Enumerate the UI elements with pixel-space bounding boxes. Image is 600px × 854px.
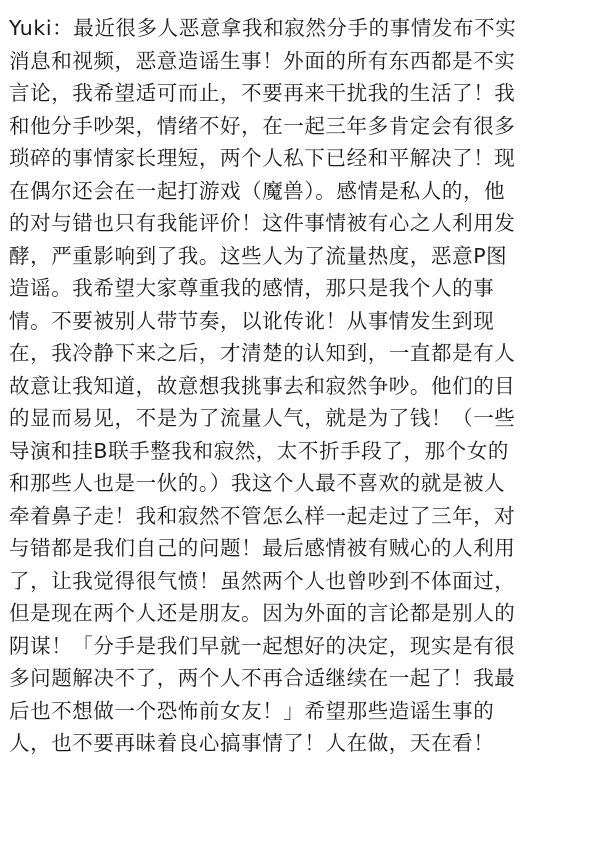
post-text-line: 后也不想做一个恐怖前女友！」希望那些造谣生事的: [9, 698, 495, 723]
post-text-line: Yuki：最近很多人恶意拿我和寂然分手的事情发布不实: [9, 16, 517, 40]
post-text-line: 了，让我觉得很气愤！虽然两个人也曾吵到不体面过，: [9, 568, 516, 593]
post-text-line: 酵，严重影响到了我。这些人为了流量热度，恶意P图: [9, 243, 508, 268]
post-text-line: 在，我冷静下来之后，才清楚的认知到，一直都是有人: [9, 341, 516, 365]
post-text-line: 消息和视频，恶意造谣生事！外面的所有东西都是不实: [9, 48, 516, 73]
post-text-line: 导演和挂B联手整我和寂然，太不折手段了，那个女的: [9, 438, 509, 463]
post-text-line: 阴谋！「分手是我们早就一起想好的决定，现实是有很: [9, 633, 516, 658]
post-text-line: 牵着鼻子走！我和寂然不管怎么样一起走过了三年，对: [9, 503, 516, 528]
post-text-line: 情。不要被别人带节奏，以讹传讹！从事情发生到现: [9, 308, 495, 333]
post-text-line: 言论，我希望适可而止，不要再来干扰我的生活了！我: [9, 81, 516, 105]
post-text-line: 造谣。我希望大家尊重我的感情，那只是我个人的事: [9, 276, 495, 300]
post-text-line: 人，也不要再昧着良心搞事情了！人在做，天在看！: [9, 731, 495, 755]
post-text-line: 在偶尔还会在一起打游戏（魔兽）。感情是私人的，他: [9, 178, 506, 203]
post-text-line: 的对与错也只有我能评价！这件事情被有心之人利用发: [9, 211, 516, 235]
post-text-line: 的显而易见，不是为了流量人气，就是为了钱！（一些: [9, 406, 516, 430]
post-text-line: 故意让我知道，故意想我挑事去和寂然争吵。他们的目: [9, 373, 516, 398]
post-text-line: 琐碎的事情家长理短，两个人私下已经和平解决了！现: [9, 146, 516, 170]
post-text-block: [9, 12, 595, 760]
post-text-line: 与错都是我们自己的问题！最后感情被有贼心的人利用: [9, 536, 516, 560]
post-text-line: 多问题解决不了，两个人不再合适继续在一起了！我最: [9, 666, 516, 690]
post-text-line: 和他分手吵架，情绪不好，在一起三年多肯定会有很多: [9, 113, 516, 138]
post-text-line: 和那些人也是一伙的。）我这个人最不喜欢的就是被人: [9, 471, 506, 495]
post-text-line: 但是现在两个人还是朋友。因为外面的言论都是别人的: [9, 601, 516, 625]
